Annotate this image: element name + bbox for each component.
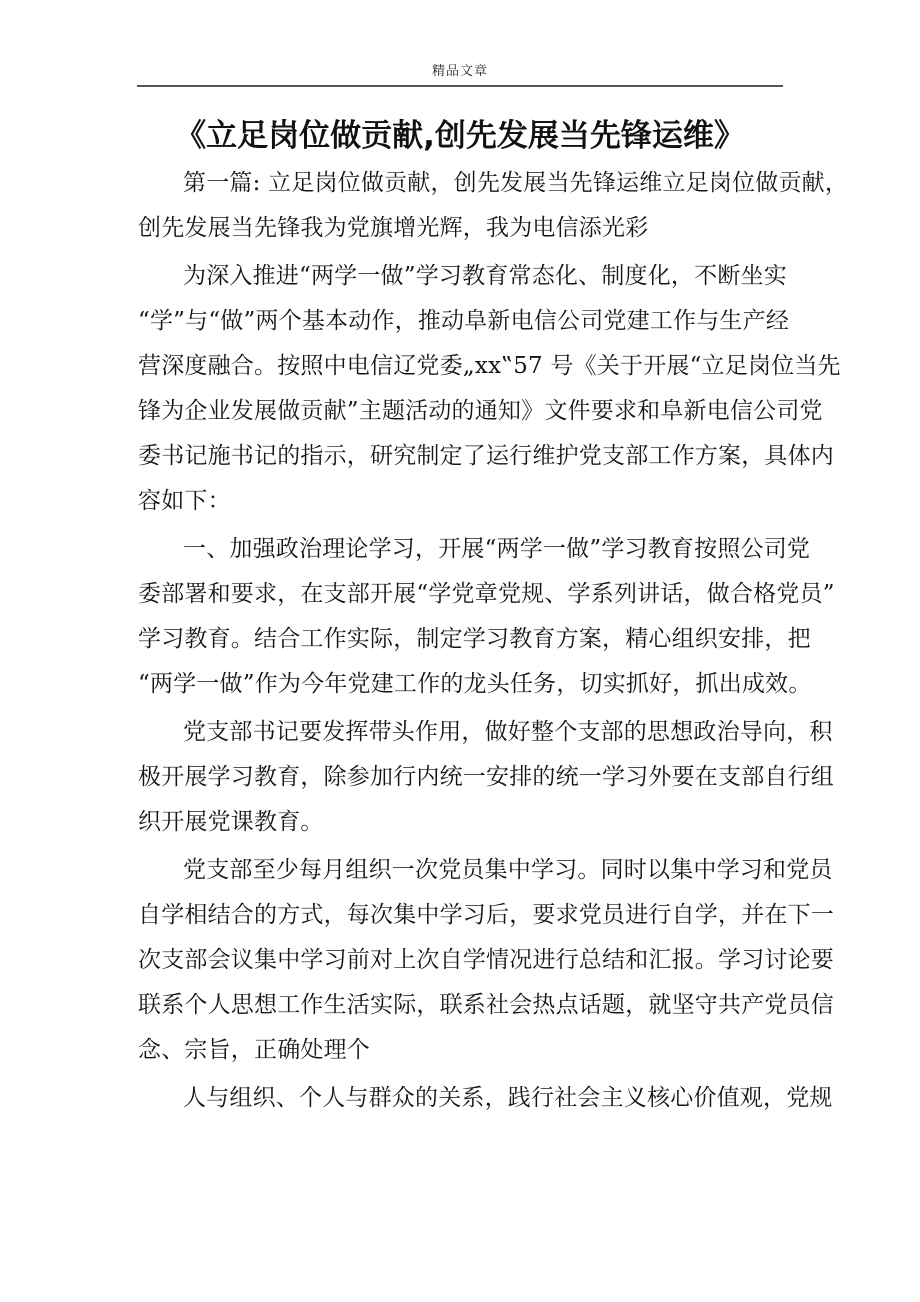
text-line: 营深度融合。按照中电信辽党委„xx‟57 号《关于开展“立足岗位当先: [138, 353, 841, 379]
text-line: 联系个人思想工作生活实际，联系社会热点话题，就坚守共产党员信: [138, 992, 834, 1018]
text-line: 极开展学习教育，除参加行内统一安排的统一学习外要在支部自行组: [138, 764, 834, 790]
document-body: [138, 166, 849, 1126]
text-line: 织开展党课教育。: [138, 809, 324, 835]
document-title: 《立足岗位做贡献,创先发展当先锋运维》: [175, 118, 745, 154]
text-line: “学”与“做”两个基本动作，推动阜新电信公司党建工作与生产经: [138, 308, 790, 334]
text-line: 人与组织、个人与群众的关系，践行社会主义核心价值观，党规: [183, 1085, 833, 1111]
text-line: 委书记施书记的指示，研究制定了运行维护党支部工作方案，具体内: [138, 443, 834, 469]
text-line: 学习教育。结合工作实际，制定学习教育方案，精心组织安排，把: [138, 626, 811, 652]
text-line: 容如下：: [138, 488, 231, 514]
page-header-label: 精品文章: [431, 64, 488, 79]
text-line: 创先发展当先锋我为党旗增光辉，我为电信添光彩: [138, 215, 649, 241]
text-line: 念、宗旨，正确处理个: [138, 1037, 370, 1063]
text-line: 为深入推进“两学一做”学习教育常态化、制度化，不断坐实: [183, 263, 787, 289]
text-line: 党支部至少每月组织一次党员集中学习。同时以集中学习和党员: [183, 857, 833, 883]
text-line: 锋为企业发展做贡献”主题活动的通知》文件要求和阜新电信公司党: [138, 398, 823, 424]
header-divider: [137, 85, 783, 87]
text-line: 委部署和要求，在支部开展“学党章党规、学系列讲话，做合格党员”: [138, 581, 835, 607]
text-line: 第一篇: 立足岗位做贡献，创先发展当先锋运维立足岗位做贡献，: [183, 170, 849, 196]
text-line: 次支部会议集中学习前对上次自学情况进行总结和汇报。学习讨论要: [138, 947, 834, 973]
text-line: 党支部书记要发挥带头作用，做好整个支部的思想政治导向，积: [183, 719, 833, 745]
text-line: “两学一做”作为今年党建工作的龙头任务，切实抓好，抓出成效。: [138, 671, 812, 697]
text-line: 自学相结合的方式，每次集中学习后，要求党员进行自学，并在下一: [138, 902, 834, 928]
text-line: 一、加强政治理论学习，开展“两学一做”学习教育按照公司党: [183, 536, 811, 562]
